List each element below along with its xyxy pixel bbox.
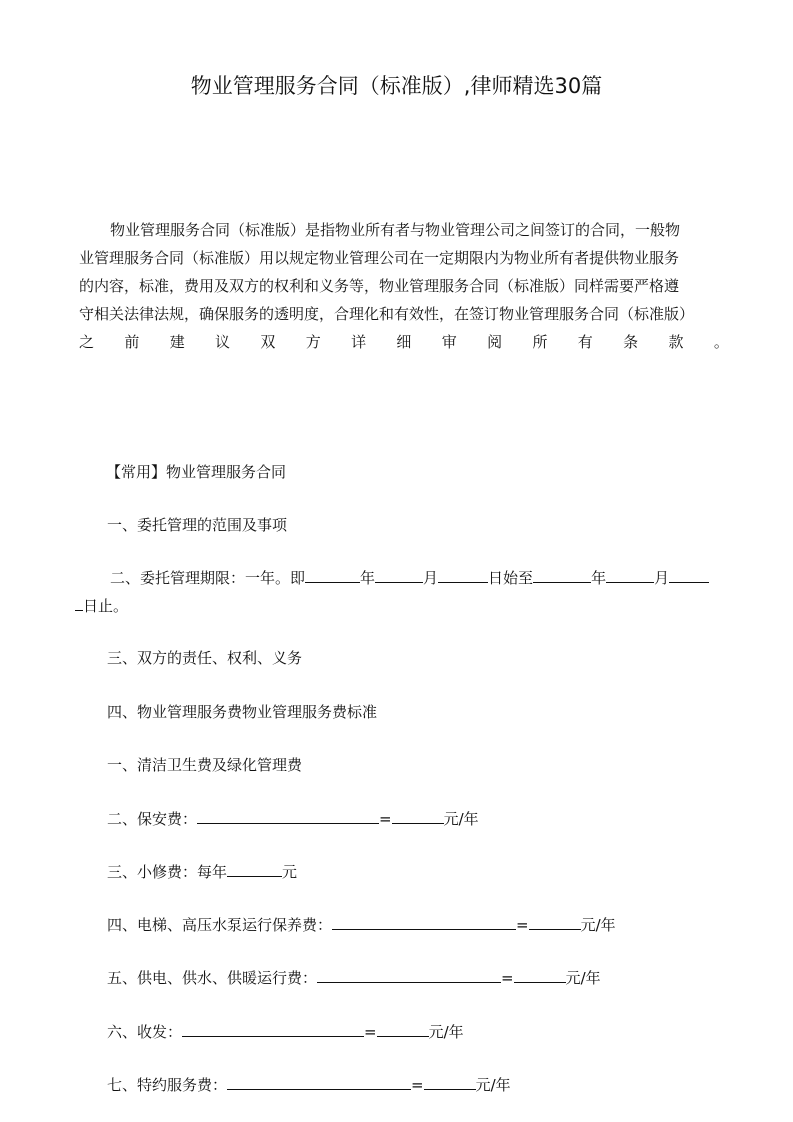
blank-field[interactable] (514, 967, 566, 983)
blank-field[interactable] (75, 595, 83, 611)
blank-field[interactable] (197, 808, 379, 824)
equals-sign: = (516, 916, 529, 934)
fee-repair (107, 861, 297, 883)
fee-mail (107, 1021, 464, 1043)
term-month2-label: 月 (654, 569, 670, 587)
fee-mail-label: 六、收发： (107, 1023, 183, 1041)
blank-field[interactable] (529, 914, 581, 930)
blank-field[interactable] (317, 967, 501, 983)
blank-field[interactable] (227, 861, 282, 877)
fee-repair-label: 三、小修费：每年 (107, 863, 228, 881)
equals-sign: = (501, 969, 514, 987)
fee-security (107, 808, 479, 830)
intro-line-5 (79, 328, 729, 356)
term-year2-label: 年 (591, 569, 607, 587)
blank-field[interactable] (533, 567, 591, 583)
term-day-start-label: 日始至 (488, 569, 534, 587)
blank-field[interactable] (424, 1074, 476, 1090)
unit-per-year: 元/年 (475, 1076, 511, 1094)
document-title: 物业管理服务合同（标准版）,律师精选30篇 (190, 74, 603, 98)
blank-field[interactable] (606, 567, 654, 583)
intro-char: 议 (215, 333, 231, 351)
intro-char: 细 (396, 333, 412, 351)
intro-char: 款 (668, 333, 684, 351)
intro-char: 详 (351, 333, 367, 351)
section-title: 【常用】物业管理服务合同 (106, 463, 287, 481)
clause-scope: 一、委托管理的范围及事项 (107, 516, 288, 534)
clause-term (110, 567, 709, 589)
intro-char: 双 (260, 333, 276, 351)
clause-duties: 三、双方的责任、权利、义务 (107, 649, 303, 667)
intro-line-2: 业管理服务合同（标准版）用以规定物业管理公司在一定期限内为物业所有者提供物业服务 (79, 249, 680, 267)
intro-line-1: 物业管理服务合同（标准版）是指物业所有者与物业管理公司之间签订的合同，一般物 (110, 221, 681, 239)
term-month-label: 月 (423, 569, 439, 587)
intro-line-4: 守相关法律法规，确保服务的透明度，合理化和有效性，在签订物业管理服务合同（标准版） (79, 305, 695, 323)
term-prefix: 二、委托管理期限：一年。即 (110, 569, 306, 587)
fee-utility (107, 967, 601, 989)
intro-char: 阅 (487, 333, 503, 351)
equals-sign: = (364, 1023, 377, 1041)
blank-field[interactable] (227, 1074, 411, 1090)
term-year-label: 年 (360, 569, 376, 587)
intro-char: 所 (532, 333, 548, 351)
fee-special (107, 1074, 511, 1096)
fee-security-label: 二、保安费： (107, 810, 198, 828)
fee-elevator (107, 914, 616, 936)
clause-fee-standard: 四、物业管理服务费物业管理服务费标准 (107, 703, 378, 721)
intro-char: 有 (577, 333, 593, 351)
blank-field[interactable] (669, 567, 709, 583)
fee-elevator-label: 四、电梯、高压水泵运行保养费： (107, 916, 333, 934)
unit-per-year: 元/年 (580, 916, 616, 934)
term-end-label: 日止。 (83, 597, 129, 615)
unit-per-year: 元/年 (428, 1023, 464, 1041)
blank-field[interactable] (332, 914, 516, 930)
intro-char: 方 (305, 333, 321, 351)
blank-field[interactable] (305, 567, 360, 583)
clause-term-end (75, 595, 128, 617)
unit-per-year: 元/年 (443, 810, 479, 828)
fee-cleaning: 一、清洁卫生费及绿化管理费 (107, 756, 303, 774)
blank-field[interactable] (377, 1021, 429, 1037)
fee-utility-label: 五、供电、供水、供暖运行费： (107, 969, 318, 987)
intro-line-3: 的内容，标准，费用及双方的权利和义务等，物业管理服务合同（标准版）同样需要严格遵 (79, 277, 680, 295)
unit-per-year: 元/年 (565, 969, 601, 987)
fee-special-label: 七、特约服务费： (107, 1076, 228, 1094)
blank-field[interactable] (182, 1021, 364, 1037)
intro-char: 审 (441, 333, 457, 351)
intro-char: 条 (623, 333, 639, 351)
intro-char: 之 (79, 333, 95, 351)
intro-char: 。 (713, 333, 729, 351)
blank-field[interactable] (375, 567, 423, 583)
equals-sign: = (379, 810, 392, 828)
blank-field[interactable] (438, 567, 488, 583)
intro-char: 建 (169, 333, 185, 351)
unit-yuan: 元 (282, 863, 298, 881)
blank-field[interactable] (392, 808, 444, 824)
intro-char: 前 (124, 333, 140, 351)
equals-sign: = (411, 1076, 424, 1094)
